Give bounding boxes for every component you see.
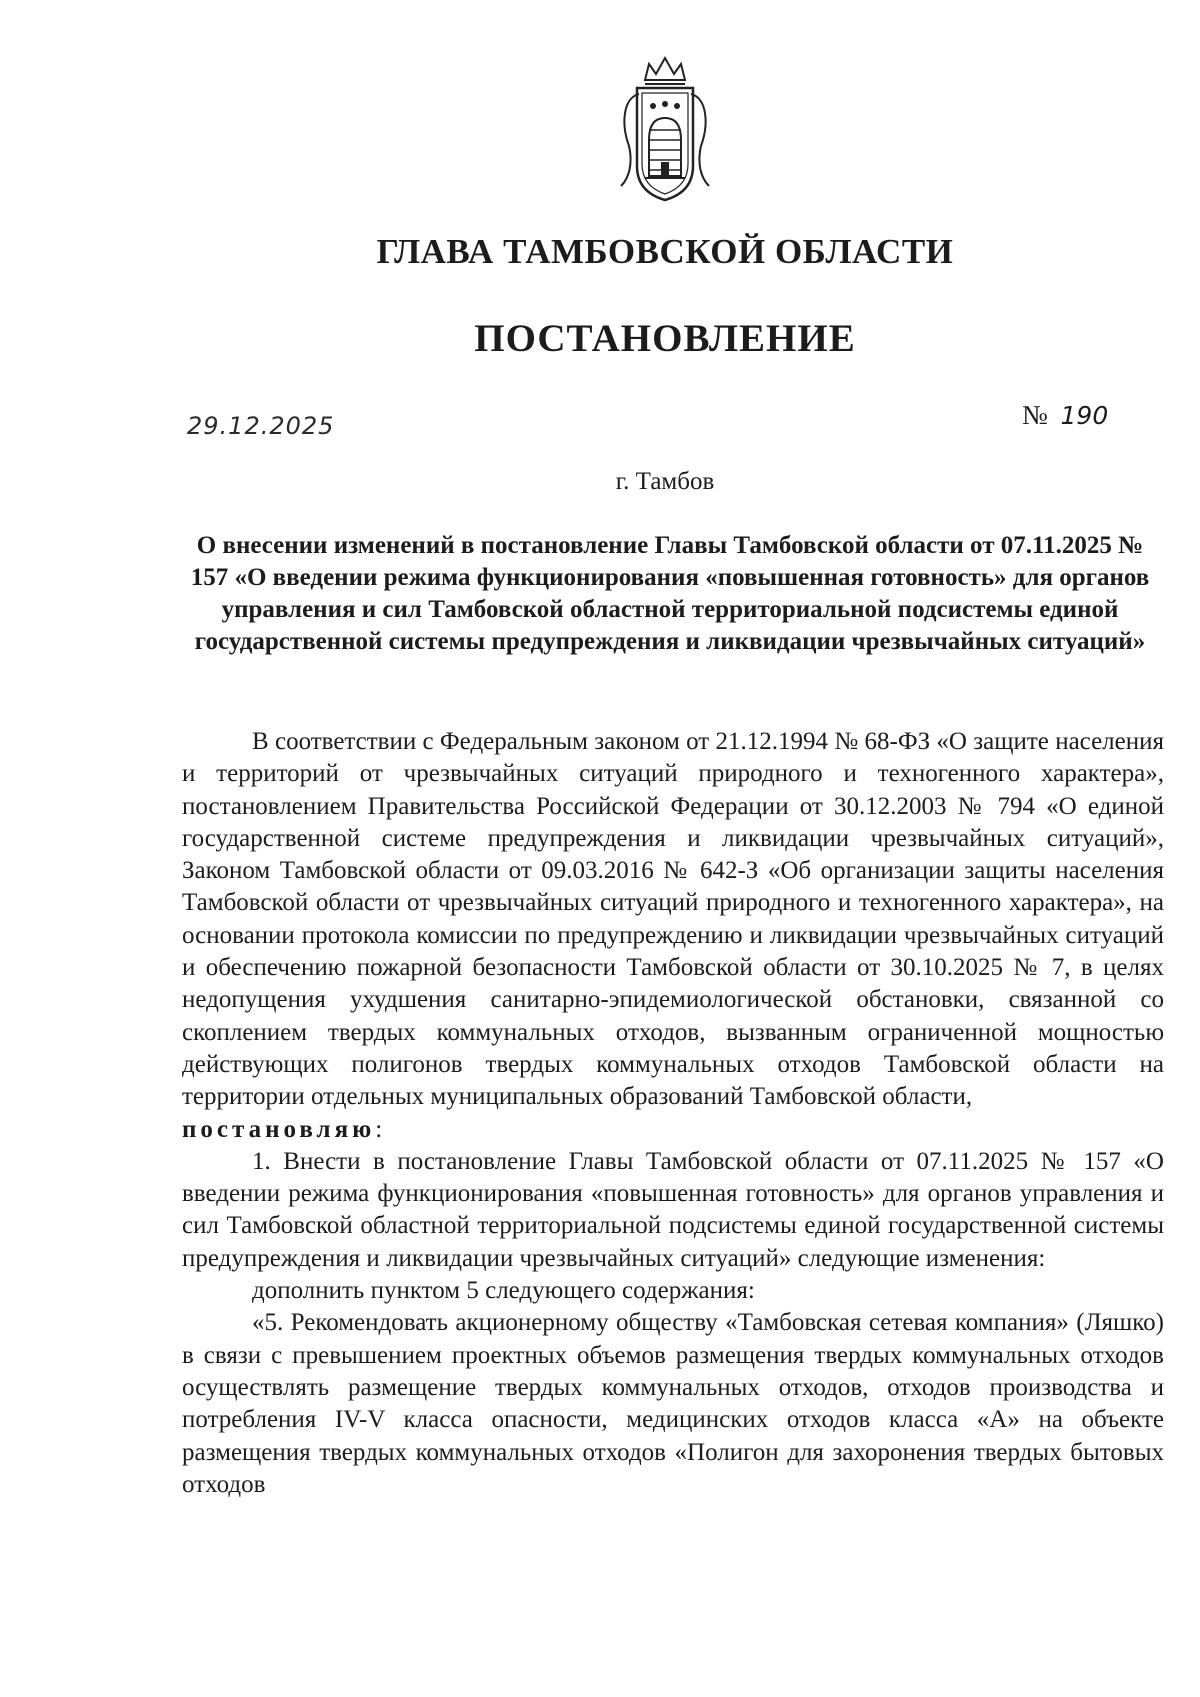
number-value: 190	[1060, 401, 1109, 430]
document-body	[182, 726, 1164, 1501]
decree-word: постановляю	[182, 1115, 376, 1143]
item-1-paragraph: 1. Внести в постановление Главы Тамбовской области от 07.11.2025 № 157 «О введении режима функционирования «повышенная готовность» для органов управления и сил Тамбовской областной территориальной подсистемы единой государственной системы предупреждения и ликвидации чрезвычайных ситуаций» следующие изменения:	[182, 1147, 1164, 1272]
decree-colon: :	[375, 1115, 383, 1143]
coat-of-arms-emblem	[615, 54, 715, 206]
item-5-paragraph: «5. Рекомендовать акционерному обществу «Тамбовская сетевая компания» (Ляшко) в связи с превышением проектных объемов размещения твердых коммунальных отходов осуществлять размещение твердых коммунальных отходов, отходов производства и потребления IV-V класса опасности, медицинских отходов класса «А» на объекте размещения твердых коммунальных отходов «Полигон для захоронения твердых бытовых отходов	[182, 1309, 1164, 1498]
document-subject: О внесении изменений в постановление Главы Тамбовской области от 07.11.2025 № 157 «О введении режима функционирования «повышенная готовность» для органов управления и сил Тамбовской областной территориальной подсистемы единой государственной системы предупреждения и ликвидации чрезвычайных ситуаций»	[190, 532, 1150, 655]
item-1-subparagraph: дополнить пунктом 5 следующего содержания:	[252, 1277, 755, 1305]
preamble-paragraph: В соответствии с Федеральным законом от 21.12.1994 № 68-ФЗ «О защите населения и территорий от чрезвычайных ситуаций природного и техногенного характера», постановлением Правительства Российской Федерации от 30.12.2003 № 794 «О единой государственной системе предупреждения и ликвидации чрезвычайных ситуаций», Законом Тамбовской области от 09.03.2016 № 642-З «Об организации защиты населения Тамбовской области от чрезвычайных ситуаций природного и техногенного характера», на основании протокола комиссии по предупреждению и ликвидации чрезвычайных ситуаций и обеспечению пожарной безопасности Тамбовской области от 30.10.2025 № 7, в целях недопущения ухудшения санитарно-эпидемиологической обстановки, связанной со скоплением твердых коммунальных отходов, вызванным ограниченной мощностью действующих полигонов твердых коммунальных отходов Тамбовской области на территории отдельных муниципальных образований Тамбовской области,	[182, 728, 1164, 1111]
city-line: г. Тамбов	[615, 468, 715, 495]
document-date: 29.12.2025	[187, 412, 335, 440]
document-type-title: ПОСТАНОВЛЕНИЕ	[474, 317, 856, 360]
number-sign: №	[1022, 400, 1048, 430]
issuer-title: ГЛАВА ТАМБОВСКОЙ ОБЛАСТИ	[376, 232, 954, 271]
decree-line	[182, 1114, 1164, 1146]
document-number	[1022, 400, 1108, 431]
